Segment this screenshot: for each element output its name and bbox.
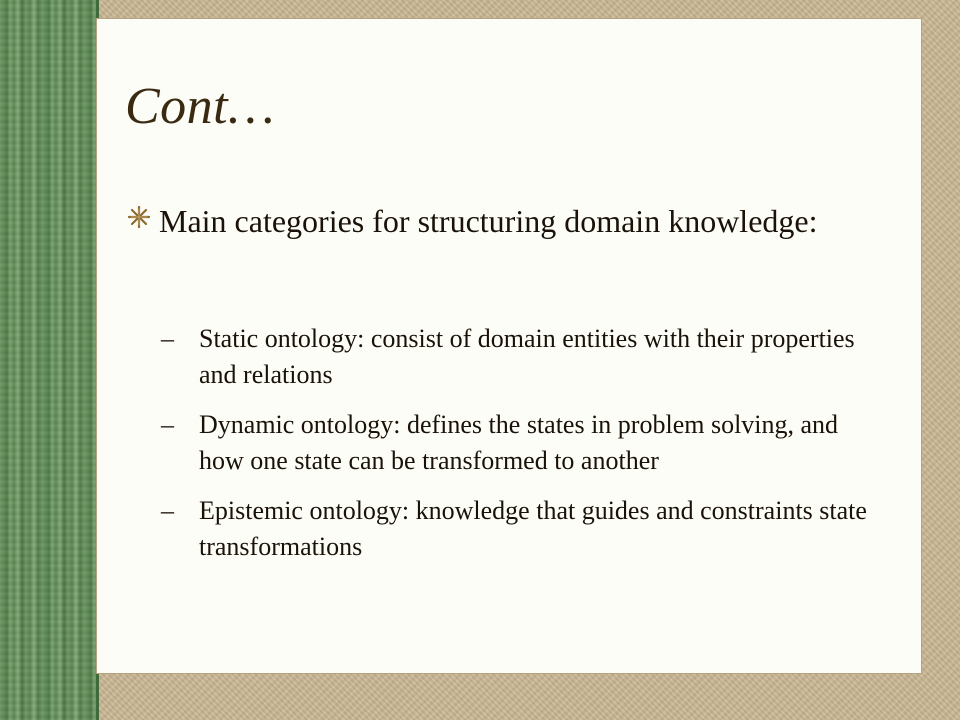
main-bullet xyxy=(127,199,887,243)
sub-bullet-epistemic xyxy=(161,493,881,565)
sub-bullet-dash: – xyxy=(161,496,174,525)
sub-bullet-list xyxy=(161,321,881,579)
sub-bullet-text: Static ontology: consist of domain entities with their properties and relations xyxy=(199,324,855,389)
sub-bullet-dynamic xyxy=(161,407,881,479)
starburst-icon xyxy=(127,205,151,229)
left-decorative-strip xyxy=(0,0,99,720)
slide-title: Cont… xyxy=(125,78,275,135)
sub-bullet-text: Epistemic ontology: knowledge that guides and constraints state transformations xyxy=(199,496,867,561)
sub-bullet-text: Dynamic ontology: defines the states in problem solving, and how one state can be transformed to another xyxy=(199,410,839,475)
sub-bullet-static xyxy=(161,321,881,393)
slide-content-panel xyxy=(96,18,922,674)
main-bullet-text: Main categories for structuring domain knowledge: xyxy=(159,203,818,239)
sub-bullet-dash: – xyxy=(161,410,174,439)
sub-bullet-dash: – xyxy=(161,324,174,353)
